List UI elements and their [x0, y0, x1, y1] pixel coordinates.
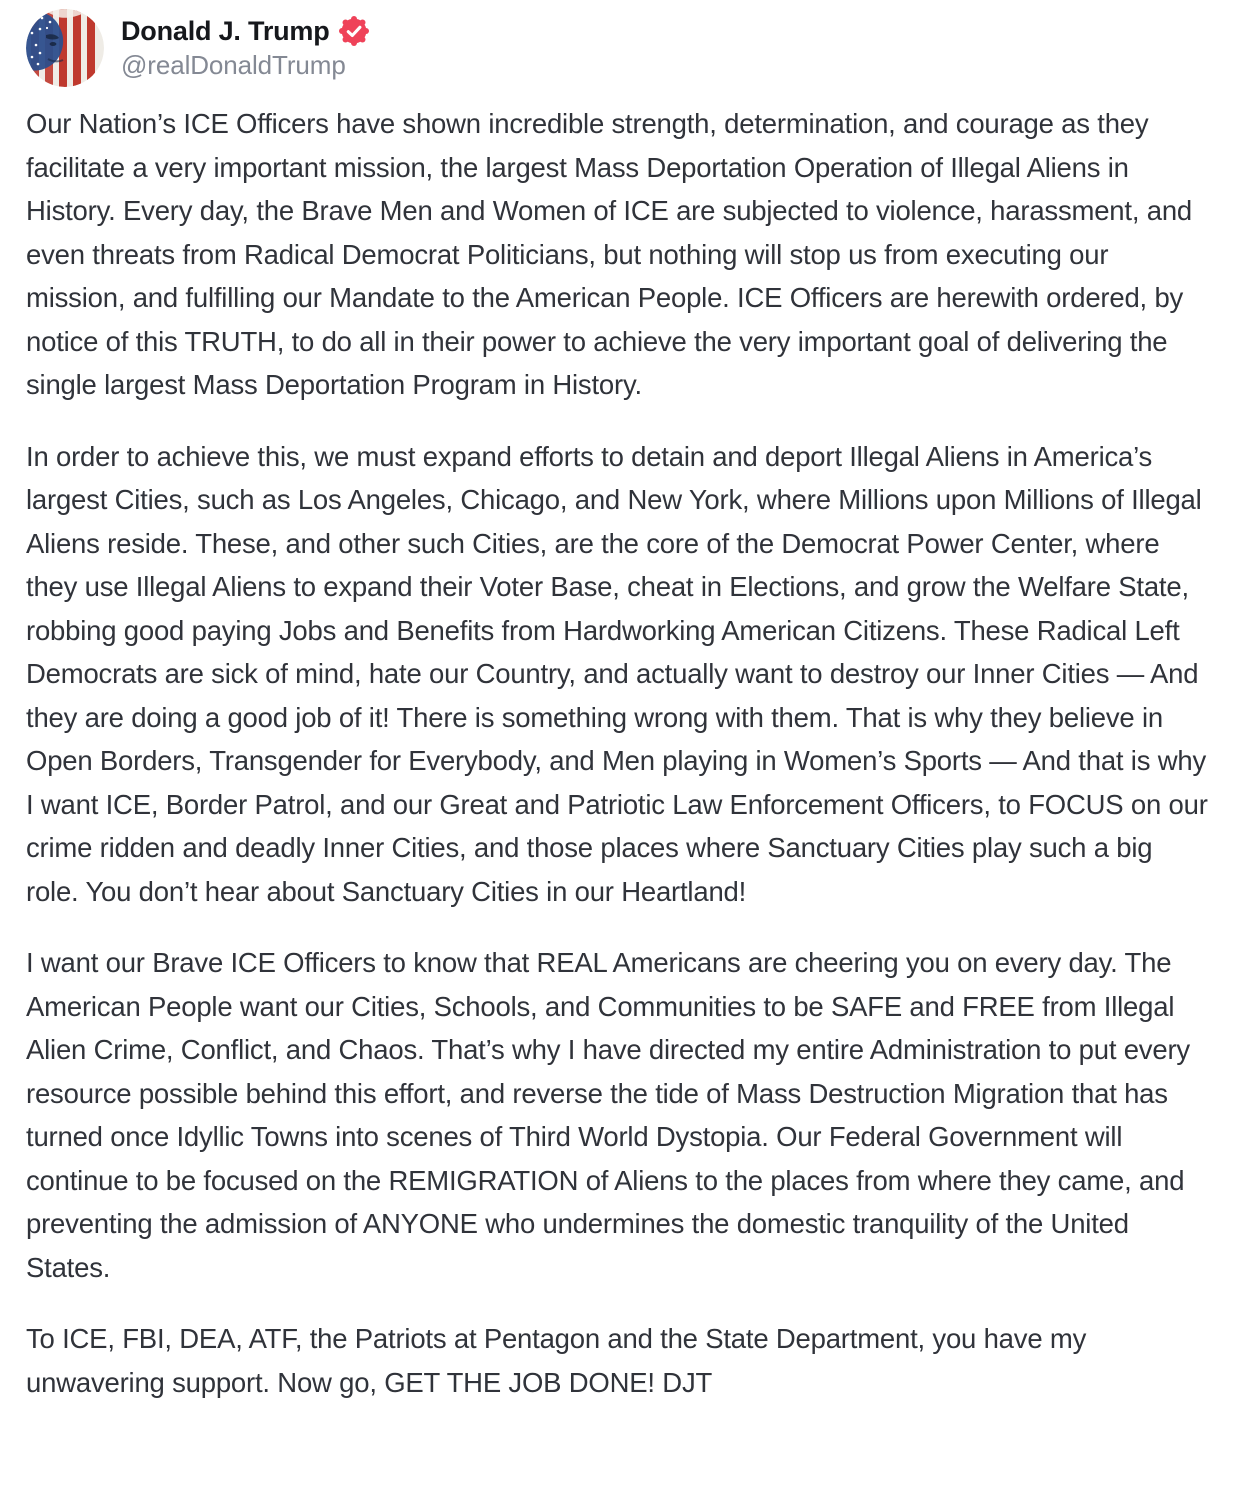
verified-badge-icon — [339, 16, 369, 46]
post-text-paragraph: In order to achieve this, we must expand efforts to detain and deport Illegal Aliens in America’s largest Cities, such as Los Angeles, Chicago, and New York, where Millions upon Millions of Illegal Aliens reside. These, and other such Cities, are the core of the Democrat Power Center, where they use Illegal Aliens to expand their Voter Base, cheat in Elections, and grow the Welfare State, robbing good paying Jobs and Benefits from Hardworking American Citizens. These Radical Left Democrats are sick of mind, hate our Country, and actually want to destroy our Inner Cities — And they are doing a good job of it! There is something wrong with them. That is why they believe in Open Borders, Transgender for Everybody, and Men playing in Women’s Sports — And that is why I want ICE, Border Patrol, and our Great and Patriotic Law Enforcement Officers, to FOCUS on our crime ridden and deadly Inner Cities, and those places where Sanctuary Cities play such a big role. You don’t hear about Sanctuary Cities in our Heartland! — [26, 440, 1208, 907]
post-text-paragraph: Our Nation’s ICE Officers have shown incredible strength, determination, and courage as they facilitate a very important mission, the largest Mass Deportation Operation of Illegal Aliens in History. Every day, the Brave Men and Women of ICE are subjected to violence, harassment, and even threats from Radical Democrat Politicians, but nothing will stop us from executing our mission, and fulfilling our Mandate to the American People. ICE Officers are herewith ordered, by notice of this TRUTH, to do all in their power to achieve the very important goal of delivering the single largest Mass Deportation Program in History. — [26, 108, 1193, 400]
post-text-paragraph: I want our Brave ICE Officers to know that REAL Americans are cheering you on every day. The American People want our Cities, Schools, and Communities to be SAFE and FREE from Illegal Alien Crime, Conflict, and Chaos. That’s why I have directed my entire Administration to put every resource possible behind this effort, and reverse the tide of Mass Destruction Migration that has turned once Idyllic Towns into scenes of Third World Dystopia. Our Federal Government will continue to be focused on the REMIGRATION of Aliens to the places from where they came, and preventing the admission of ANYONE who undermines the domestic tranquility of the United States. — [26, 947, 1190, 1283]
author-block — [121, 16, 369, 81]
author-name-row — [121, 16, 369, 47]
post-header — [26, 9, 1209, 87]
flag-face-avatar-image — [26, 9, 104, 87]
author-name[interactable]: Donald J. Trump — [121, 15, 330, 46]
post-body — [26, 102, 1209, 1404]
author-handle[interactable]: @realDonaldTrump — [121, 49, 346, 80]
avatar[interactable] — [26, 9, 104, 87]
post-text-paragraph: To ICE, FBI, DEA, ATF, the Patriots at Pentagon and the State Department, you have my unwavering support. Now go, GET THE JOB DONE! DJT — [26, 1323, 1087, 1398]
